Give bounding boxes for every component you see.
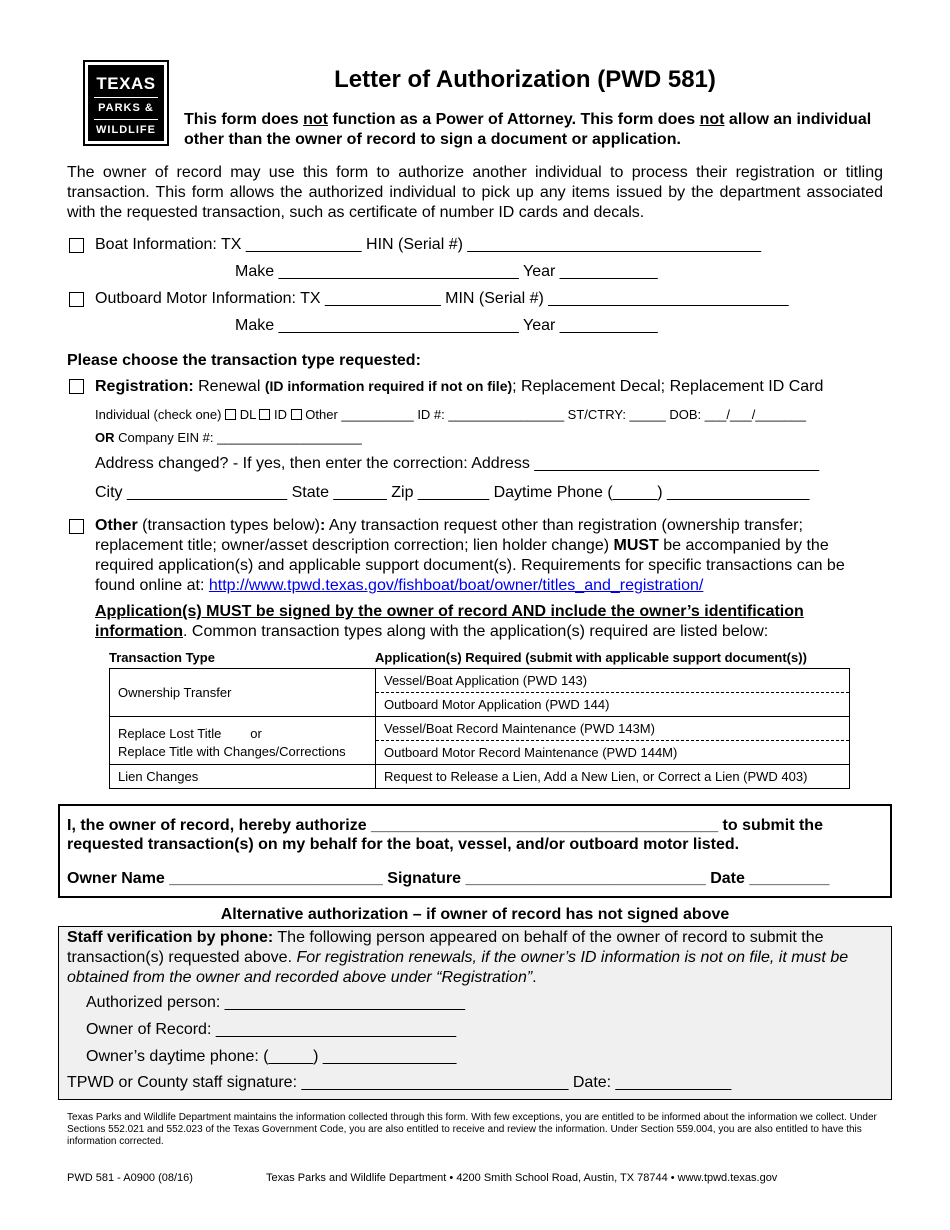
owner-signature-line[interactable]: Owner Name ________________________ Signature ___________________________ Date _________ <box>67 870 830 887</box>
table-cell: Vessel/Boat Record Maintenance (PWD 143M) <box>376 717 850 741</box>
registration-checkbox[interactable] <box>69 379 84 394</box>
id-checkbox[interactable] <box>259 409 270 420</box>
table-cell: Outboard Motor Record Maintenance (PWD 144M) <box>376 741 850 765</box>
dl-checkbox[interactable] <box>225 409 236 420</box>
authorize-line[interactable]: I, the owner of record, hereby authorize _______________________________________ to submit the <box>67 817 823 834</box>
table-header-transaction: Transaction Type <box>109 650 215 665</box>
other-description: Other (transaction types below): Any transaction request other than registration (ownership transfer; replacement title; owner/asset description correction; lien holder change) MUST be accompanied by the required application(s) and applicable support document(s). Requirements for specific transactions can be found online at: http://www.tpwd.texas.gov/fishboat/boat/owner/titles_and_registration/ <box>95 517 845 594</box>
department-address: Texas Parks and Wildlife Department • 4200 Smith School Road, Austin, TX 78744 • www.tpwd.texas.gov <box>266 1172 778 1184</box>
logo-text-parks: PARKS & <box>98 102 154 114</box>
titles-registration-link[interactable]: http://www.tpwd.texas.gov/fishboat/boat/owner/titles_and_registration/ <box>208 577 704 594</box>
page-title: Letter of Authorization (PWD 581) <box>334 66 716 93</box>
city-state-zip-line[interactable]: City __________________ State ______ Zip ________ Daytime Phone (_____) ________________ <box>95 484 810 501</box>
individual-id-line: Individual (check one) DL ID Other __________ ID #: ________________ ST/CTRY: _____ DOB: ___/___/_______ <box>95 407 806 422</box>
transaction-table <box>109 668 850 789</box>
company-ein-line[interactable]: OR Company EIN #: ____________________ <box>95 430 362 445</box>
address-change-line[interactable]: Address changed? - If yes, then enter the correction: Address ________________________________ <box>95 455 820 472</box>
motor-info-checkbox[interactable] <box>69 292 84 307</box>
logo-text-wildlife: WILDLIFE <box>96 124 156 136</box>
table-cell: Lien Changes <box>110 765 376 789</box>
alternative-authorization-title: Alternative authorization – if owner of record has not signed above <box>220 906 730 923</box>
other-checkbox[interactable] <box>69 519 84 534</box>
logo-text-texas: TEXAS <box>96 74 156 93</box>
table-cell: Request to Release a Lien, Add a New Lien, or Correct a Lien (PWD 403) <box>376 765 850 789</box>
table-cell: Replace Lost Title or Replace Title with Changes/Corrections <box>110 717 376 765</box>
authorize-line-2: requested transaction(s) on my behalf for the boat, vessel, and/or outboard motor listed. <box>67 836 740 853</box>
authorized-person-field[interactable]: Authorized person: ___________________________ <box>86 994 466 1011</box>
application-requirement: Application(s) MUST be signed by the owner of record AND include the owner’s identification information. Common transaction types along with the application(s) required are listed below: <box>95 603 804 640</box>
other-id-checkbox[interactable] <box>291 409 302 420</box>
staff-signature-field[interactable]: TPWD or County staff signature: ______________________________ Date: _____________ <box>67 1074 732 1091</box>
transaction-heading: Please choose the transaction type requested: <box>67 352 421 369</box>
table-cell: Vessel/Boat Application (PWD 143) <box>376 669 850 693</box>
table-row <box>110 669 850 693</box>
tpwd-logo <box>83 60 169 146</box>
form-id: PWD 581 - A0900 (08/16) <box>67 1172 193 1184</box>
table-row <box>110 717 850 741</box>
table-header-application: Application(s) Required (submit with applicable support document(s)) <box>375 650 807 665</box>
registration-line: Registration: Renewal (ID information required if not on file); Replacement Decal; Replacement ID Card <box>95 378 824 395</box>
motor-info-line[interactable]: Outboard Motor Information: TX _____________ MIN (Serial #) ___________________________ <box>95 290 789 307</box>
intro-paragraph: The owner of record may use this form to authorize another individual to process their registration or titling transaction. This form allows the authorized individual to pick up any items issued by the department associated with the requested transaction, such as certificate of number ID cards and decals. <box>67 164 883 221</box>
table-row <box>110 765 850 789</box>
boat-info-checkbox[interactable] <box>69 238 84 253</box>
table-cell: Ownership Transfer <box>110 669 376 717</box>
owner-phone-field[interactable]: Owner’s daytime phone: (_____) _______________ <box>86 1048 457 1065</box>
boat-info-line[interactable]: Boat Information: TX _____________ HIN (Serial #) _________________________________ <box>95 236 762 253</box>
privacy-footnote: Texas Parks and Wildlife Department maintains the information collected through this form. With few exceptions, you are entitled to be informed about the information we collect. Under Sections 552.021 and 552.023 of the Texas Government Code, you are also entitled to receive and review the information. Under Section 559.004, you are also entitled to have this information corrected. <box>67 1112 877 1147</box>
table-cell: Outboard Motor Application (PWD 144) <box>376 693 850 717</box>
motor-make-year-line[interactable]: Make ___________________________ Year ___________ <box>235 317 658 334</box>
warning-notice: This form does not function as a Power of Attorney. This form does not allow an individual other than the owner of record to sign a document or application. <box>184 111 872 148</box>
boat-make-year-line[interactable]: Make ___________________________ Year ___________ <box>235 263 658 280</box>
staff-verification-text: Staff verification by phone: The following person appeared on behalf of the owner of record to submit the transaction(s) requested above. For registration renewals, if the owner’s ID information is not on file, it must be obtained from the owner and recorded above under “Registration”. <box>67 929 849 986</box>
owner-of-record-field[interactable]: Owner of Record: ___________________________ <box>86 1021 457 1038</box>
